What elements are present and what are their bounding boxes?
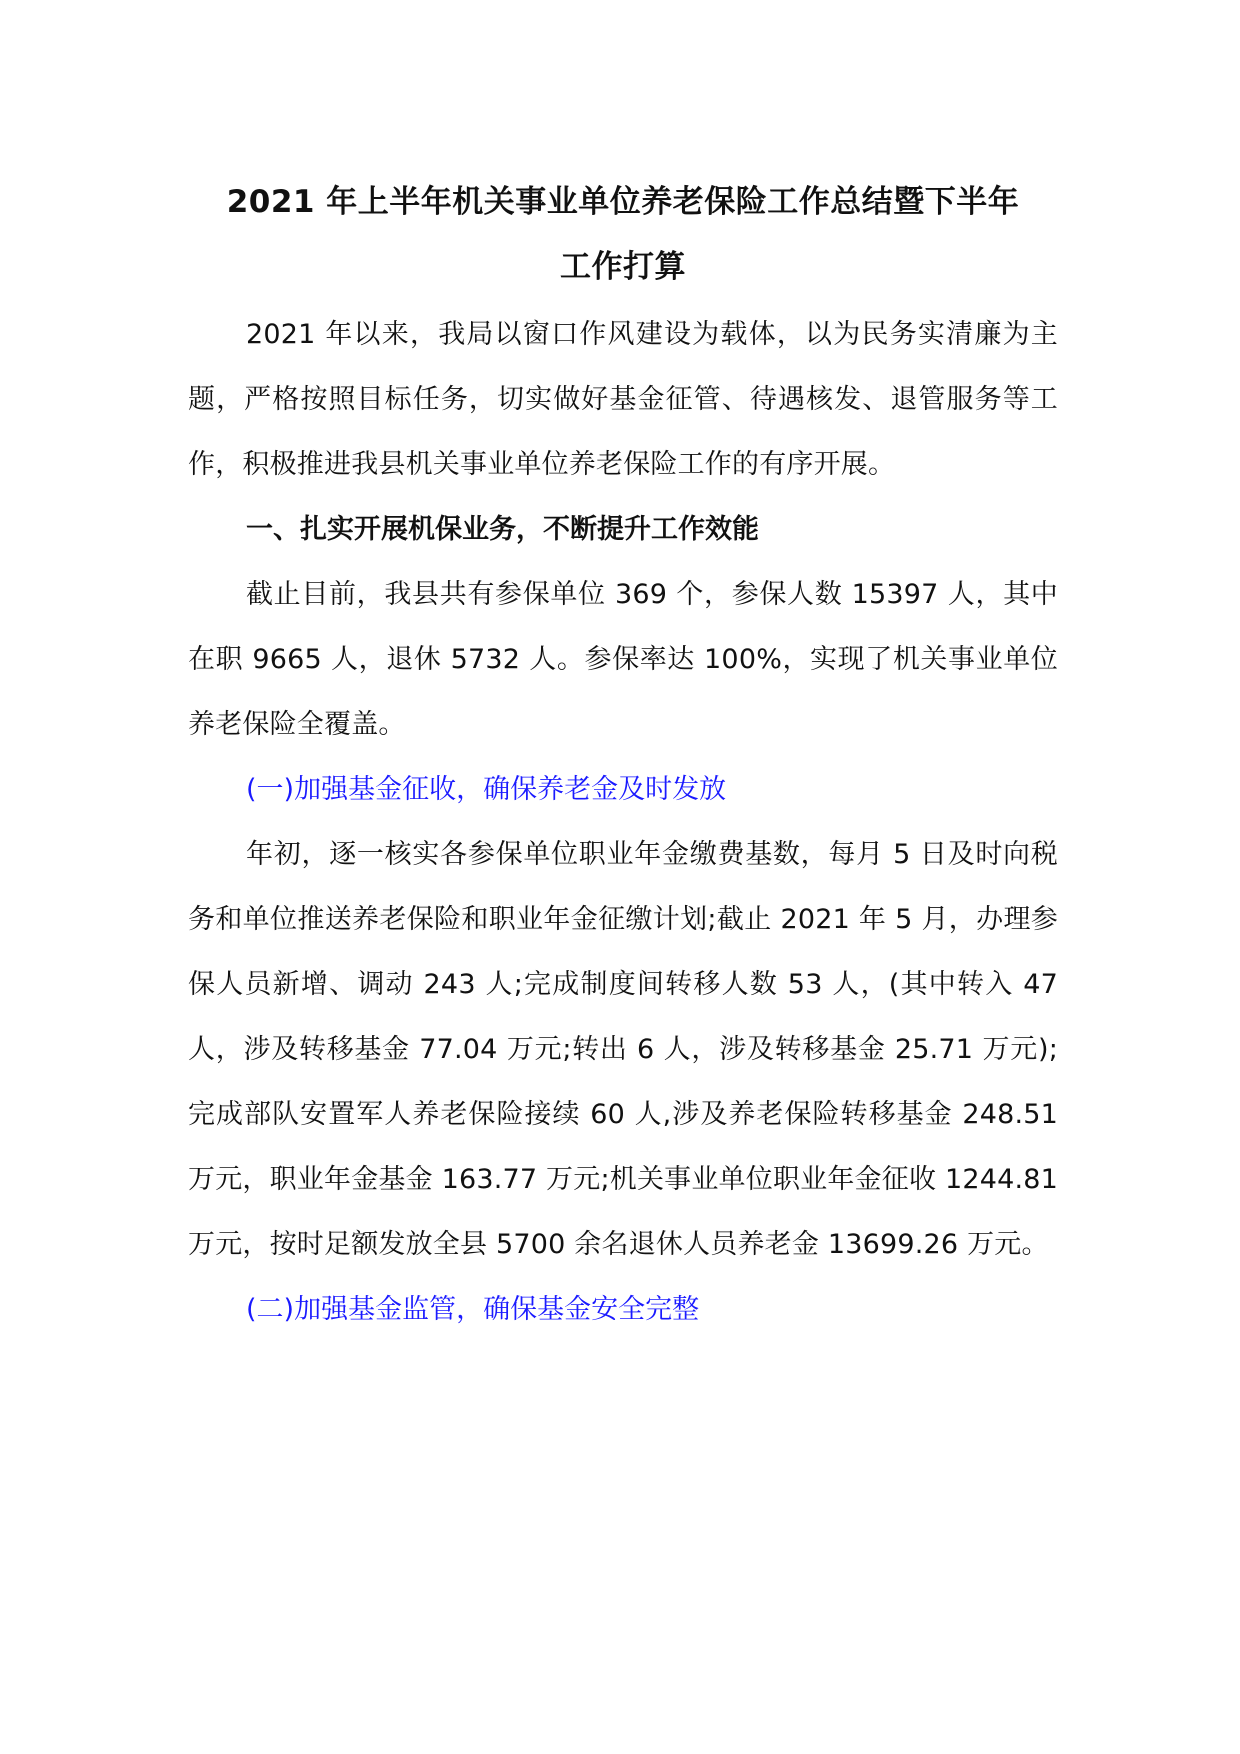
subsection-1-paragraph: 年初，逐一核实各参保单位职业年金缴费基数，每月 5 日及时向税务和单位推送养老保险和职业年金征缴计划;截止 2021 年 5 月，办理参保人员新增、调动 243 人;完成制度间转移人数 53 人，(其中转入 47 人，涉及转移基金 77.04 万元;转出 6 人，涉及转移基金 25.71 万元);完成部队安置军人养老保险接续 60 人,涉及养老保险转移基金 248.51 万元，职业年金基金 163.77 万元;机关事业单位职业年金征收 1244.81 万元，按时足额发放全县 5700 余名退休人员养老金 13699.26 万元。 — [188, 839, 1058, 1260]
document-page — [188, 170, 1058, 1342]
subsection-2-heading: (二)加强基金监管，确保基金安全完整 — [246, 1294, 700, 1325]
section-1-paragraph: 截止目前，我县共有参保单位 369 个，参保人数 15397 人，其中在职 9665 人，退休 5732 人。参保率达 100%，实现了机关事业单位养老保险全覆盖。 — [188, 579, 1058, 740]
section-1-heading: 一、扎实开展机保业务，不断提升工作效能 — [246, 514, 759, 545]
subsection-1-heading: (一)加强基金征收，确保养老金及时发放 — [246, 774, 727, 805]
title-line-2: 工作打算 — [560, 249, 686, 285]
document-title — [188, 170, 1058, 300]
intro-paragraph: 2021 年以来，我局以窗口作风建设为载体，以为民务实清廉为主题，严格按照目标任务，切实做好基金征管、待遇核发、退管服务等工作，积极推进我县机关事业单位养老保险工作的有序开展。 — [188, 319, 1058, 480]
title-line-1: 2021 年上半年机关事业单位养老保险工作总结暨下半年 — [226, 184, 1020, 220]
